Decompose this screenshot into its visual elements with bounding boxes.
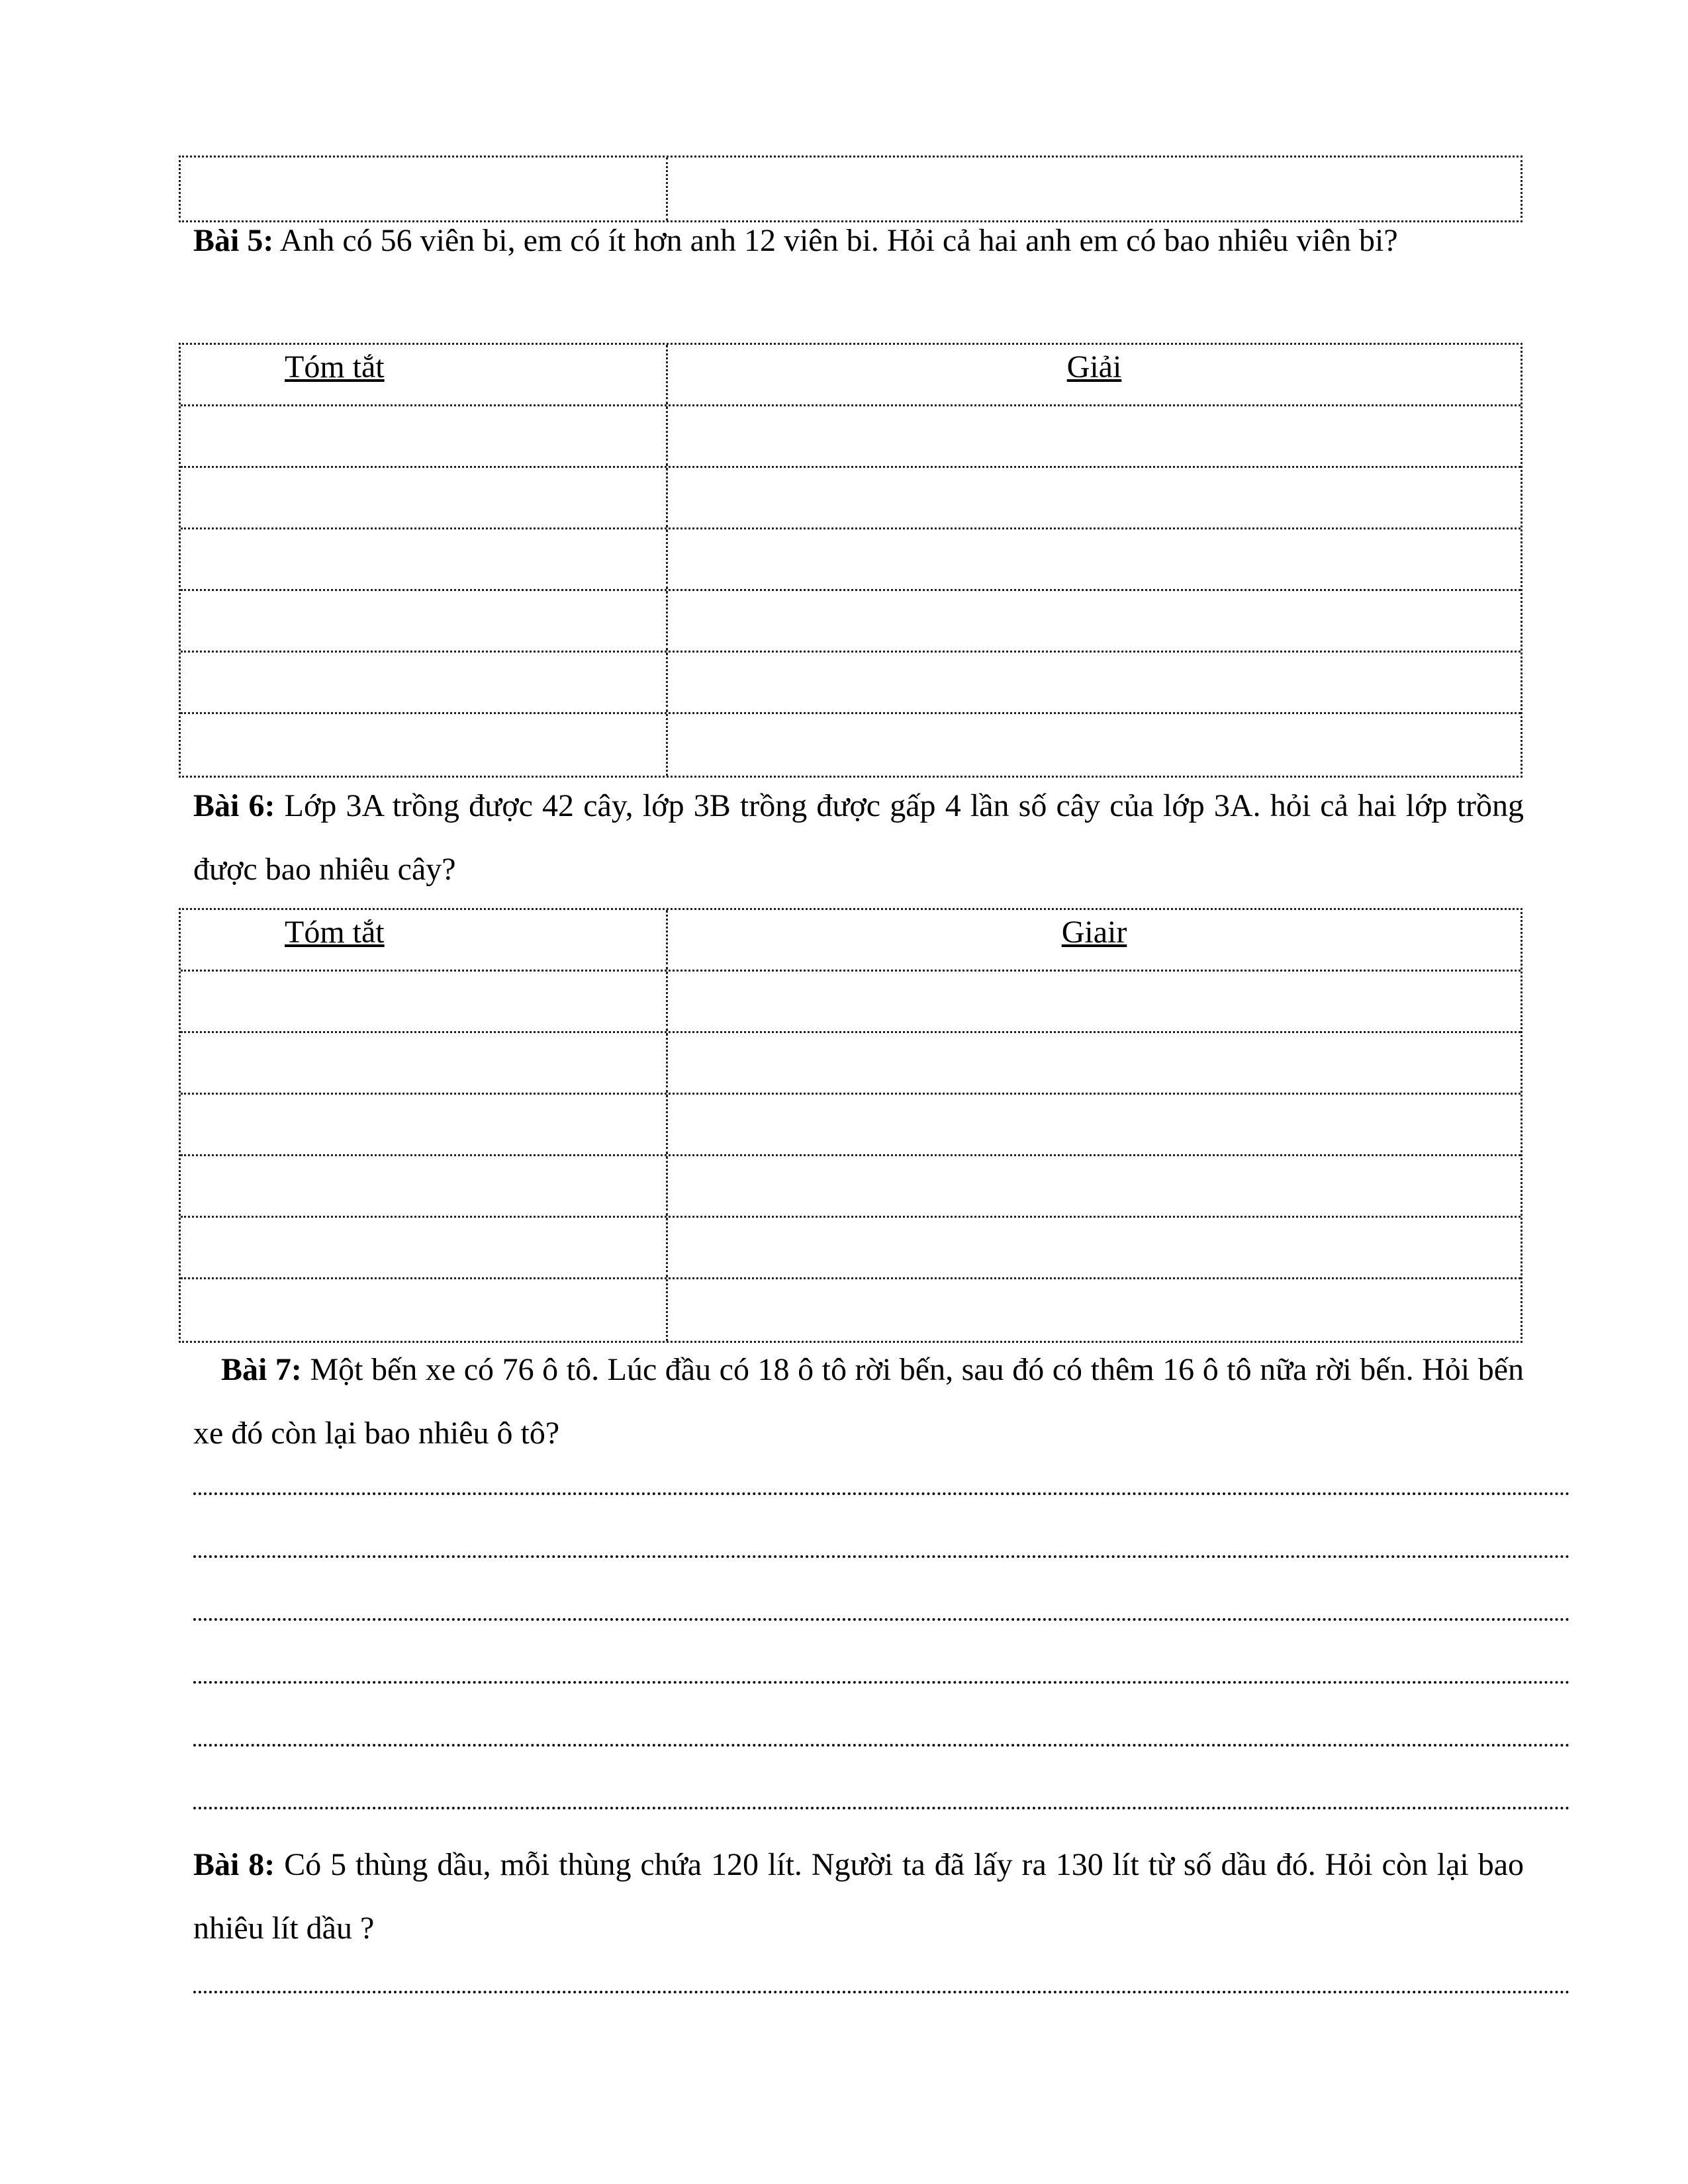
table-row: [181, 972, 1521, 1033]
summary-cell[interactable]: [181, 1033, 668, 1093]
solution-cell[interactable]: [668, 972, 1521, 1031]
solution-cell[interactable]: [668, 1033, 1521, 1093]
solution-cell[interactable]: [668, 1095, 1521, 1154]
exercise-6-table: [179, 908, 1523, 1343]
summary-cell[interactable]: [181, 653, 668, 712]
exercise-6-text: [193, 774, 1524, 901]
answer-line[interactable]: [193, 1681, 1570, 1684]
exercise-7-question: Một bến xe có 76 ô tô. Lúc đầu có 18 ô tô rời bến, sau đó có thêm 16 ô tô nữa rời bến. Hỏi bến xe đó còn lại bao nhiêu ô tô?: [193, 1352, 1524, 1451]
summary-cell[interactable]: [181, 972, 668, 1031]
table-header-row: [181, 345, 1521, 406]
table-row: [181, 653, 1521, 714]
summary-cell[interactable]: [181, 1095, 668, 1154]
table-row: [181, 1279, 1521, 1341]
solution-cell[interactable]: [668, 1218, 1521, 1277]
exercise-6-label: Bài 6:: [193, 788, 275, 823]
exercise-5-label: Bài 5:: [193, 223, 274, 258]
solution-cell[interactable]: [668, 468, 1521, 527]
solution-header: Giair: [1061, 915, 1127, 950]
answer-line[interactable]: [193, 1618, 1570, 1621]
summary-cell[interactable]: [181, 1279, 668, 1341]
table-row: [181, 406, 1521, 468]
solution-cell[interactable]: [668, 529, 1521, 589]
summary-cell[interactable]: [181, 529, 668, 589]
answer-line[interactable]: [193, 1744, 1570, 1747]
table-row: [181, 1033, 1521, 1095]
summary-header: Tóm tắt: [285, 915, 385, 950]
table-header-row: [181, 910, 1521, 972]
summary-header: Tóm tắt: [285, 349, 385, 385]
summary-cell[interactable]: [181, 714, 668, 776]
summary-cell[interactable]: [181, 468, 668, 527]
answer-line[interactable]: [193, 1555, 1570, 1558]
exercise-8-text: [193, 1833, 1524, 1960]
table-row: [181, 529, 1521, 591]
table-row: [181, 591, 1521, 653]
summary-cell[interactable]: [181, 406, 668, 466]
exercise-7-text: [193, 1338, 1524, 1465]
table-row: [181, 468, 1521, 529]
exercise-5-text: [193, 209, 1524, 273]
exercise-5-question: Anh có 56 viên bi, em có ít hơn anh 12 viên bi. Hỏi cả hai anh em có bao nhiêu viên bi?: [273, 223, 1398, 258]
exercise-6-question: Lớp 3A trồng được 42 cây, lớp 3B trồng được gấp 4 lần số cây của lớp 3A. hỏi cả hai lớp trồng được bao nhiêu cây?: [193, 788, 1524, 887]
solution-cell[interactable]: [668, 406, 1521, 466]
exercise-5-table: [179, 343, 1523, 778]
summary-cell[interactable]: [181, 1156, 668, 1216]
solution-header: Giải: [1066, 349, 1122, 385]
summary-cell[interactable]: [181, 591, 668, 651]
solution-cell[interactable]: [668, 591, 1521, 651]
summary-cell[interactable]: [181, 1218, 668, 1277]
table-row: [181, 1156, 1521, 1218]
answer-line[interactable]: [193, 1807, 1570, 1809]
solution-cell[interactable]: [668, 1279, 1521, 1341]
solution-cell[interactable]: [668, 653, 1521, 712]
solution-cell[interactable]: [668, 1156, 1521, 1216]
answer-line[interactable]: [193, 1991, 1570, 1993]
answer-line[interactable]: [193, 1492, 1570, 1495]
table-row: [181, 1218, 1521, 1279]
table-row: [181, 1095, 1521, 1156]
table-row: [181, 714, 1521, 776]
exercise-8-label: Bài 8:: [193, 1847, 275, 1882]
exercise-8-question: Có 5 thùng dầu, mỗi thùng chứa 120 lít. Người ta đã lấy ra 130 lít từ số dầu đó. Hỏi còn lại bao nhiêu lít dầu ?: [193, 1847, 1524, 1946]
solution-cell[interactable]: [668, 714, 1521, 776]
exercise-7-label: Bài 7:: [221, 1352, 302, 1387]
